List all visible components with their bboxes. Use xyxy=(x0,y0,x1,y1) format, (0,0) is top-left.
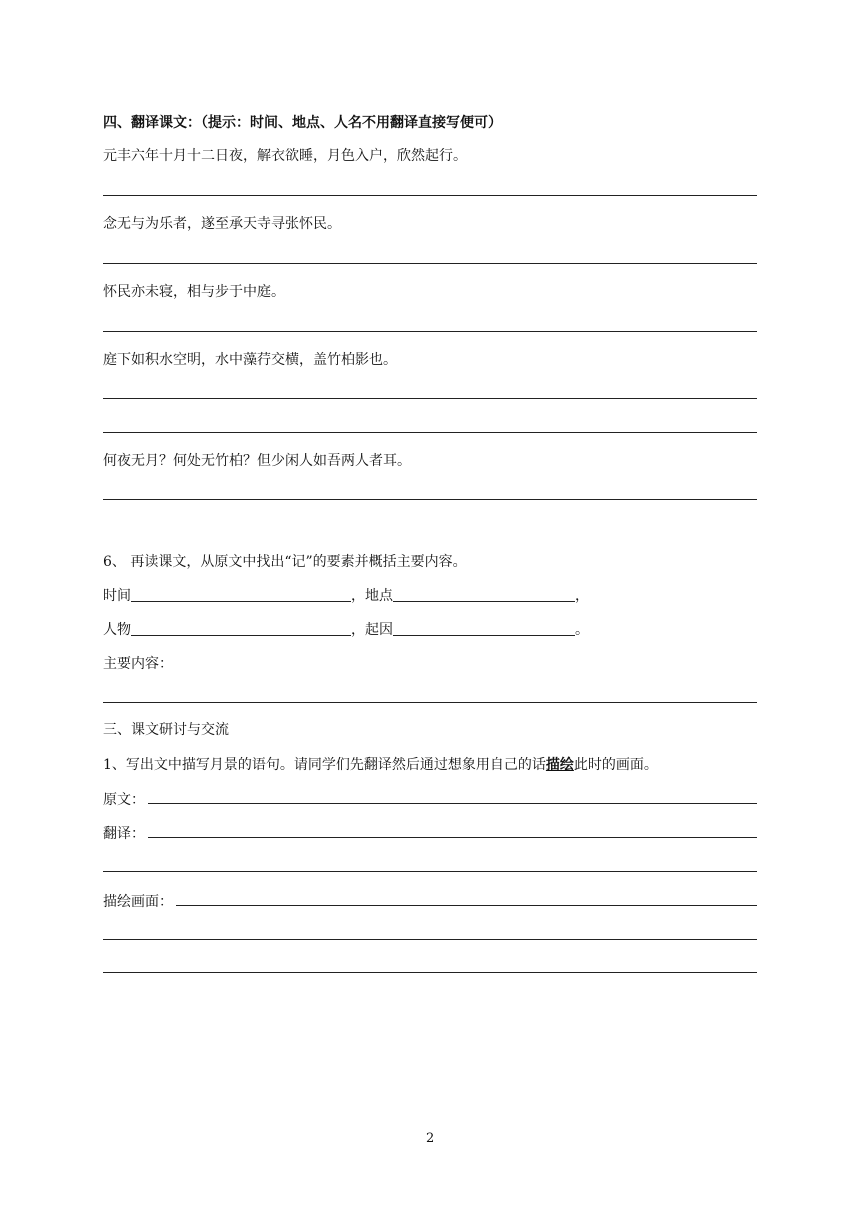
answer-line[interactable] xyxy=(103,331,757,332)
row-end-period: 。 xyxy=(575,622,589,638)
scene-line-3[interactable] xyxy=(103,972,757,973)
original-label: 原文： xyxy=(103,792,145,808)
answer-line[interactable] xyxy=(103,263,757,264)
translation-line-2[interactable] xyxy=(103,871,757,872)
source-sentence-3: 怀民亦未寝，相与步于中庭。 xyxy=(103,284,285,300)
people-label: 人物 xyxy=(103,622,131,638)
answer-line[interactable] xyxy=(103,398,757,399)
answer-line[interactable] xyxy=(103,432,757,433)
scene-line-2[interactable] xyxy=(103,939,757,940)
q1-text-after: 此时的画面。 xyxy=(573,757,658,773)
page-number: 2 xyxy=(426,1131,435,1146)
time-blank[interactable] xyxy=(131,587,351,602)
question-1-prompt xyxy=(103,754,658,774)
section-heading-discussion: 三、课文研讨与交流 xyxy=(103,722,229,738)
translation-line[interactable] xyxy=(148,837,757,838)
section-heading-translate: 四、翻译课文：（提示：时间、地点、人名不用翻译直接写便可） xyxy=(103,115,502,131)
row-end-comma: ， xyxy=(575,588,589,604)
scene-label: 描绘画面： xyxy=(103,894,173,910)
cause-blank[interactable] xyxy=(393,621,575,636)
place-label: ，地点 xyxy=(351,588,393,604)
source-sentence-5: 何夜无月？何处无竹柏？但少闲人如吾两人者耳。 xyxy=(103,453,411,469)
q1-text-before: 1、写出文中描写月景的语句。请同学们先翻译然后通过想象用自己的话 xyxy=(103,757,546,773)
question-6-prompt: 6、 再读课文，从原文中找出“记”的要素并概括主要内容。 xyxy=(103,554,467,570)
translation-label: 翻译： xyxy=(103,826,145,842)
source-sentence-4: 庭下如积水空明，水中藻荇交横，盖竹柏影也。 xyxy=(103,352,397,368)
summary-label: 主要内容： xyxy=(103,656,173,672)
answer-line[interactable] xyxy=(103,195,757,196)
answer-line[interactable] xyxy=(103,499,757,500)
source-sentence-1: 元丰六年十月十二日夜，解衣欲睡，月色入户，欣然起行。 xyxy=(103,148,467,164)
summary-line[interactable] xyxy=(103,702,757,703)
record-elements-row-2 xyxy=(103,619,589,639)
record-elements-row-1 xyxy=(103,585,589,605)
q1-emphasis: 描绘 xyxy=(545,757,574,773)
cause-label: ，起因 xyxy=(351,622,393,638)
scene-line[interactable] xyxy=(176,905,757,906)
source-sentence-2: 念无与为乐者，遂至承天寺寻张怀民。 xyxy=(103,216,341,232)
place-blank[interactable] xyxy=(393,587,575,602)
people-blank[interactable] xyxy=(131,621,351,636)
original-line[interactable] xyxy=(148,803,757,804)
time-label: 时间 xyxy=(103,588,131,604)
